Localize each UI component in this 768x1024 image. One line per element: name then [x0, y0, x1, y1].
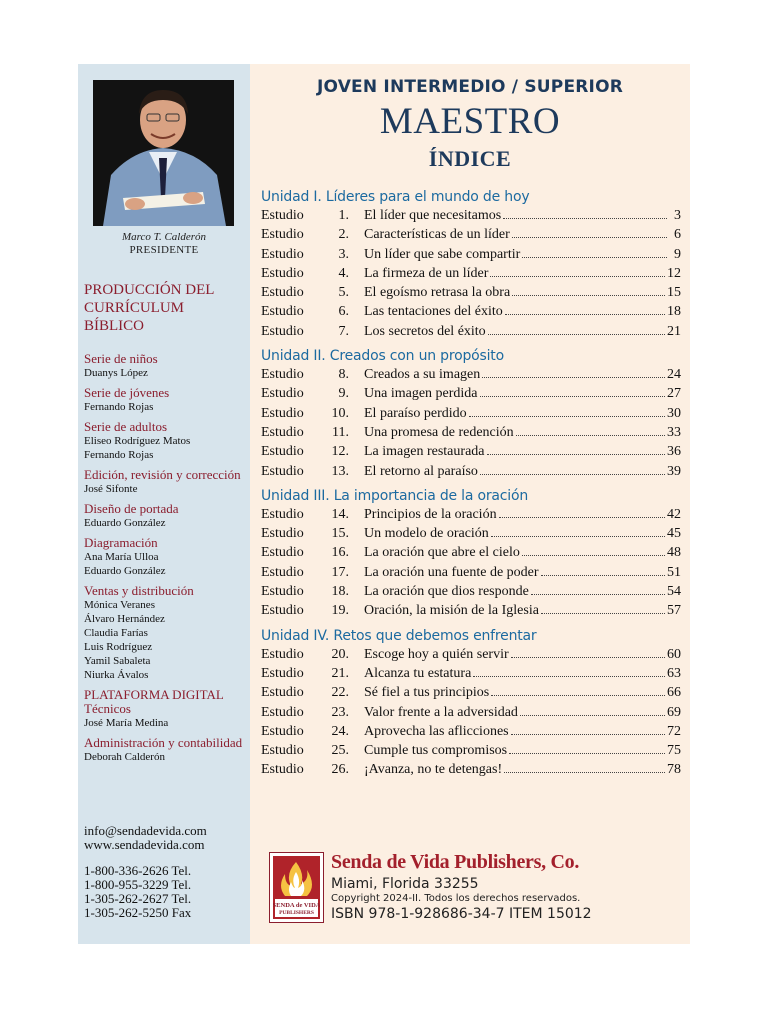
dot-leader [480, 396, 665, 397]
page-number: 24 [667, 367, 681, 383]
credit-name: Claudia Farías [84, 627, 148, 639]
page-number: 48 [667, 545, 681, 561]
study-number: 21. [331, 665, 349, 681]
page-number: 3 [674, 208, 681, 223]
credit-name: Eduardo González [84, 565, 166, 577]
credit-name: Niurka Ávalos [84, 669, 149, 681]
page-number: 75 [667, 743, 681, 759]
toc-entry[interactable] [261, 724, 681, 743]
toc-entry[interactable] [261, 507, 681, 526]
credit-role: Diagramación [84, 535, 158, 550]
page [78, 64, 690, 944]
dot-leader [503, 218, 667, 219]
study-number: 18. [331, 584, 349, 600]
credit-role: Serie de jóvenes [84, 385, 170, 400]
page-number: 63 [667, 665, 681, 681]
page-number: 12 [667, 265, 681, 281]
page-number: 66 [667, 685, 681, 701]
study-number: 15. [331, 526, 349, 542]
study-label: Estudio [261, 603, 304, 619]
dot-leader [522, 257, 667, 258]
dot-leader [469, 416, 665, 417]
credit-name: Yamil Sabaleta [84, 655, 151, 667]
publisher-city: Miami, Florida 33255 [331, 876, 479, 892]
page-number: 6 [674, 227, 681, 243]
page-number: 69 [667, 704, 681, 720]
page-number: 21 [667, 323, 681, 339]
table-of-contents [261, 188, 681, 786]
page-number: 60 [667, 646, 681, 662]
credit-block [84, 468, 246, 496]
dot-leader [531, 594, 665, 595]
study-number: 5. [338, 285, 349, 301]
production-title: PRODUCCIÓN DEL CURRÍCULUM BÍBLICO [84, 282, 214, 334]
study-title: La oración que dios responde [364, 584, 529, 600]
dot-leader [516, 435, 665, 436]
credit-block [84, 584, 246, 682]
study-title: Cumple tus compromisos [364, 743, 508, 759]
page-number: 39 [667, 463, 681, 479]
page-number: 36 [667, 444, 681, 460]
study-label: Estudio [261, 723, 304, 739]
toc-entry[interactable] [261, 324, 681, 343]
study-title: ¡Avanza, no te detengas! [364, 762, 503, 778]
dot-leader [512, 295, 665, 296]
study-number: 6. [338, 304, 349, 320]
toc-entry[interactable] [261, 266, 681, 285]
study-label: Estudio [261, 463, 304, 479]
dot-leader [509, 753, 665, 754]
website-link[interactable]: www.sendadevida.com [84, 837, 205, 852]
page-number: 9 [674, 246, 681, 262]
credit-block [84, 502, 246, 530]
dot-leader [504, 772, 665, 773]
study-label: Estudio [261, 367, 304, 383]
study-label: Estudio [261, 545, 304, 561]
dot-leader [522, 555, 665, 556]
toc-entry[interactable] [261, 425, 681, 444]
toc-entry[interactable] [261, 743, 681, 762]
study-title: Creados a su imagen [364, 367, 481, 383]
toc-entry[interactable] [261, 705, 681, 724]
study-title: Una promesa de redención [364, 424, 514, 440]
index-heading: ÍNDICE [428, 146, 512, 171]
publisher-logo [269, 852, 324, 923]
study-label: Estudio [261, 386, 304, 402]
study-number: 4. [338, 265, 349, 281]
toc-entry[interactable] [261, 565, 681, 584]
toc-entry[interactable] [261, 444, 681, 463]
study-label: Estudio [261, 444, 304, 460]
study-title: Principios de la oración [364, 506, 497, 522]
study-label: Estudio [261, 526, 304, 542]
study-number: 20. [331, 646, 349, 662]
study-title: Características de un líder [364, 227, 510, 243]
credit-role: PLATAFORMA DIGITAL Técnicos [84, 687, 224, 716]
unit-title: Unidad II. Creados con un propósito [261, 348, 504, 365]
dot-leader [512, 237, 667, 238]
credit-name: Fernando Rojas [84, 401, 154, 413]
dot-leader [505, 314, 665, 315]
study-title: La oración que abre el cielo [364, 545, 520, 561]
unit-section [261, 487, 681, 623]
study-label: Estudio [261, 743, 304, 759]
study-label: Estudio [261, 304, 304, 320]
study-title: Las tentaciones del éxito [364, 304, 503, 320]
credit-name: Álvaro Hernández [84, 613, 165, 625]
study-label: Estudio [261, 646, 304, 662]
unit-title: Unidad I. Líderes para el mundo de hoy [261, 189, 530, 205]
study-label: Estudio [261, 704, 304, 720]
study-number: 8. [338, 367, 349, 383]
study-label: Estudio [261, 564, 304, 580]
dot-leader [520, 715, 665, 716]
kicker: JOVEN INTERMEDIO / SUPERIOR [316, 77, 624, 97]
study-number: 19. [331, 603, 349, 619]
page-number: 27 [667, 386, 681, 402]
dot-leader [499, 517, 665, 518]
toc-entry[interactable] [261, 406, 681, 425]
toc-entry[interactable] [261, 762, 681, 781]
dot-leader [541, 613, 665, 614]
study-label: Estudio [261, 665, 304, 681]
study-title: Alcanza tu estatura [364, 665, 472, 681]
dot-leader [511, 734, 665, 735]
study-number: 2. [338, 227, 349, 243]
study-title: El retorno al paraíso [364, 463, 478, 479]
study-title: La imagen restaurada [364, 444, 485, 460]
study-label: Estudio [261, 762, 304, 778]
credit-role: Diseño de portada [84, 501, 179, 516]
photo-caption-role: PRESIDENTE [129, 244, 199, 256]
page-number: 33 [667, 424, 681, 440]
study-number: 16. [331, 545, 349, 561]
credit-role: Administración y contabilidad [84, 735, 243, 750]
study-title: Una imagen perdida [364, 386, 478, 402]
credits-list [84, 352, 246, 770]
copyright-notice: Copyright 2024-II. Todos los derechos reservados. [331, 893, 581, 904]
study-number: 23. [331, 704, 349, 720]
page-number: 45 [667, 526, 681, 542]
study-number: 7. [338, 323, 349, 339]
credit-name: Luis Rodríguez [84, 641, 153, 653]
president-photo [93, 80, 234, 226]
study-label: Estudio [261, 208, 304, 223]
study-title: Valor frente a la adversidad [364, 704, 518, 720]
toc-entry[interactable] [261, 545, 681, 564]
toc-entry[interactable] [261, 685, 681, 704]
dot-leader [487, 454, 666, 455]
credit-role: Edición, revisión y corrección [84, 467, 241, 482]
study-number: 26. [331, 762, 349, 778]
credit-name: José Sifonte [84, 483, 138, 495]
study-title: Los secretos del éxito [364, 323, 486, 339]
isbn-item: ISBN 978-1-928686-34-7 ITEM 15012 [331, 906, 592, 922]
credit-role: Serie de niños [84, 351, 158, 366]
phone-2: 1-800-955-3229 Tel. [84, 877, 192, 892]
credit-name: Duanys López [84, 367, 148, 379]
study-number: 1. [338, 208, 349, 223]
study-label: Estudio [261, 227, 304, 243]
credit-name: Fernando Rojas [84, 449, 154, 461]
study-label: Estudio [261, 265, 304, 281]
study-label: Estudio [261, 584, 304, 600]
study-label: Estudio [261, 424, 304, 440]
sidebar [78, 64, 250, 944]
page-number: 42 [667, 506, 681, 522]
study-title: Escoge hoy a quién servir [364, 646, 509, 662]
toc-entry[interactable] [261, 603, 681, 622]
page-number: 30 [667, 405, 681, 421]
study-title: La oración una fuente de poder [364, 564, 539, 580]
credit-role: Serie de adultos [84, 419, 168, 434]
dot-leader [473, 676, 665, 677]
study-title: Oración, la misión de la Iglesia [364, 603, 539, 619]
toc-entry[interactable] [261, 526, 681, 545]
dot-leader [482, 377, 665, 378]
study-title: Sé fiel a tus principios [364, 685, 490, 701]
study-number: 13. [331, 463, 349, 479]
toc-entry[interactable] [261, 304, 681, 323]
study-label: Estudio [261, 685, 304, 701]
credit-block [84, 386, 246, 414]
contact-block [84, 824, 250, 920]
study-label: Estudio [261, 246, 304, 262]
study-title: La firmeza de un líder [364, 265, 489, 281]
page-number: 72 [667, 723, 681, 739]
study-label: Estudio [261, 285, 304, 301]
publisher-name: Senda de Vida Publishers, Co. [331, 851, 580, 873]
phone-1: 1-800-336-2626 Tel. [84, 863, 192, 878]
fax: 1-305-262-5250 Fax [84, 905, 192, 920]
toc-entry[interactable] [261, 386, 681, 405]
credit-block [84, 736, 246, 764]
credit-block [84, 352, 246, 380]
toc-entry[interactable] [261, 285, 681, 304]
toc-entry[interactable] [261, 647, 681, 666]
unit-section [261, 627, 681, 782]
unit-section [261, 188, 681, 343]
svg-text:PUBLISHERS: PUBLISHERS [279, 910, 314, 916]
phone-3: 1-305-262-2627 Tel. [84, 891, 192, 906]
toc-entry[interactable] [261, 464, 681, 483]
unit-title: Unidad III. La importancia de la oración [261, 487, 529, 504]
credit-block [84, 536, 246, 578]
dot-leader [480, 474, 665, 475]
credit-name: Mónica Veranes [84, 599, 155, 611]
study-label: Estudio [261, 323, 304, 339]
credit-block [84, 688, 246, 730]
study-number: 25. [331, 743, 349, 759]
study-title: El paraíso perdido [364, 405, 467, 421]
page-number: 78 [667, 762, 681, 778]
credit-name: Ana María Ulloa [84, 551, 159, 563]
toc-entry[interactable] [261, 227, 681, 246]
study-number: 3. [338, 246, 349, 262]
toc-entry[interactable] [261, 367, 681, 386]
dot-leader [488, 334, 665, 335]
toc-entry[interactable] [261, 666, 681, 685]
study-title: El egoísmo retrasa la obra [364, 285, 511, 301]
dot-leader [491, 695, 665, 696]
credit-role: Ventas y distribución [84, 583, 194, 598]
page-number: 54 [667, 584, 681, 600]
unit-section [261, 347, 681, 483]
study-number: 24. [331, 723, 349, 739]
credit-name: Eliseo Rodríguez Matos [84, 435, 191, 447]
main-panel [250, 64, 690, 944]
page-number: 15 [667, 285, 681, 301]
svg-text:SENDA de VIDA: SENDA de VIDA [273, 902, 320, 909]
page-title: MAESTRO [379, 101, 561, 142]
study-number: 9. [338, 386, 349, 402]
dot-leader [541, 575, 665, 576]
page-number: 57 [667, 603, 681, 619]
credit-name: Deborah Calderón [84, 751, 165, 763]
study-number: 17. [331, 564, 349, 580]
study-label: Estudio [261, 405, 304, 421]
dot-leader [511, 657, 665, 658]
dot-leader [490, 276, 665, 277]
study-title: Un modelo de oración [364, 526, 489, 542]
photo-caption-name: Marco T. Calderón [121, 231, 207, 243]
study-title: Aprovecha las aflicciones [364, 723, 509, 739]
toc-entry[interactable] [261, 584, 681, 603]
page-number: 18 [667, 304, 681, 320]
dot-leader [491, 536, 665, 537]
page-number: 51 [667, 564, 681, 580]
study-number: 12. [331, 444, 349, 460]
study-number: 22. [331, 685, 349, 701]
email-link[interactable]: info@sendadevida.com [84, 823, 207, 838]
study-number: 10. [331, 405, 349, 421]
toc-entry[interactable] [261, 208, 681, 227]
study-number: 14. [331, 506, 349, 522]
study-title: Un líder que sabe compartir [364, 246, 521, 262]
credit-block [84, 420, 246, 462]
study-number: 11. [332, 424, 349, 440]
credit-name: José María Medina [84, 717, 169, 729]
study-title: El líder que necesitamos [364, 208, 502, 223]
unit-title: Unidad IV. Retos que debemos enfrentar [261, 627, 537, 644]
credit-name: Eduardo González [84, 517, 166, 529]
toc-entry[interactable] [261, 247, 681, 266]
study-label: Estudio [261, 506, 304, 522]
